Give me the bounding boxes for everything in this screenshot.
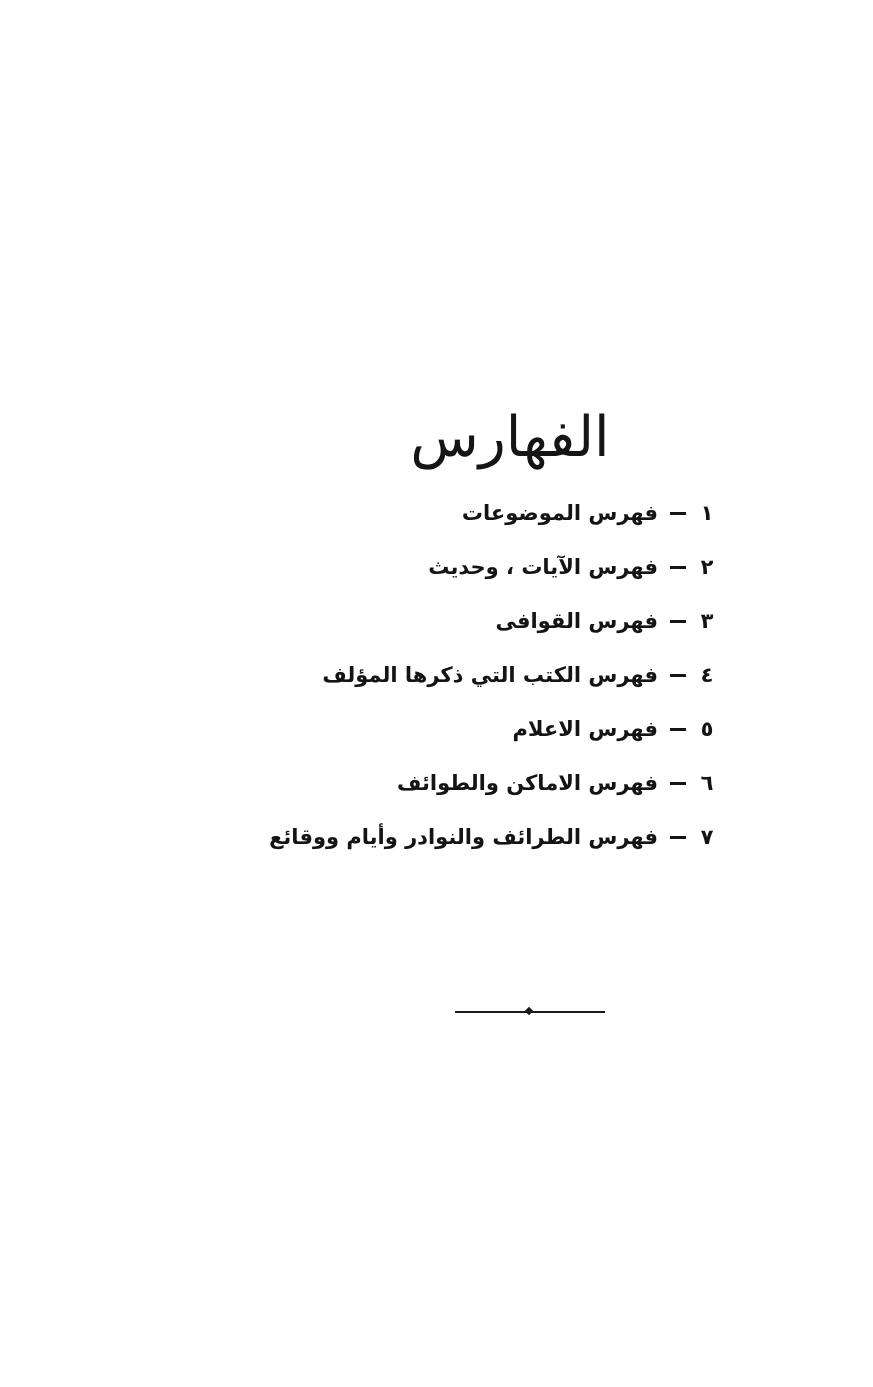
list-item bbox=[178, 648, 718, 702]
dash-separator bbox=[670, 782, 686, 785]
list-item bbox=[178, 702, 718, 756]
dash-separator bbox=[670, 836, 686, 839]
item-number: ٧ bbox=[700, 825, 714, 849]
dash-separator bbox=[670, 674, 686, 677]
item-number: ٢ bbox=[700, 555, 714, 579]
dash-separator bbox=[670, 620, 686, 623]
list-item bbox=[178, 594, 718, 648]
item-label: فهرس القوافى bbox=[495, 609, 658, 633]
item-number: ١ bbox=[700, 501, 714, 525]
item-label: فهرس الآيات ، وحديث bbox=[428, 555, 658, 579]
item-label: فهرس الاماكن والطوائف bbox=[397, 771, 658, 795]
diamond-ornament-icon bbox=[525, 1007, 533, 1015]
ornament-divider bbox=[455, 1011, 605, 1014]
page-title: الفهارس bbox=[410, 404, 610, 470]
item-number: ٣ bbox=[700, 609, 714, 633]
item-number: ٦ bbox=[700, 771, 714, 795]
item-label: فهرس الكتب التي ذكرها المؤلف bbox=[322, 663, 658, 687]
index-list bbox=[178, 486, 718, 864]
item-label: فهرس الطرائف والنوادر وأيام ووقائع bbox=[269, 825, 658, 849]
dash-separator bbox=[670, 566, 686, 569]
list-item bbox=[178, 540, 718, 594]
list-item bbox=[178, 486, 718, 540]
item-label: فهرس الموضوعات bbox=[461, 501, 658, 525]
dash-separator bbox=[670, 512, 686, 515]
item-number: ٥ bbox=[700, 717, 714, 741]
dash-separator bbox=[670, 728, 686, 731]
item-label: فهرس الاعلام bbox=[512, 717, 658, 741]
item-number: ٤ bbox=[700, 663, 714, 687]
list-item bbox=[178, 810, 718, 864]
list-item bbox=[178, 756, 718, 810]
